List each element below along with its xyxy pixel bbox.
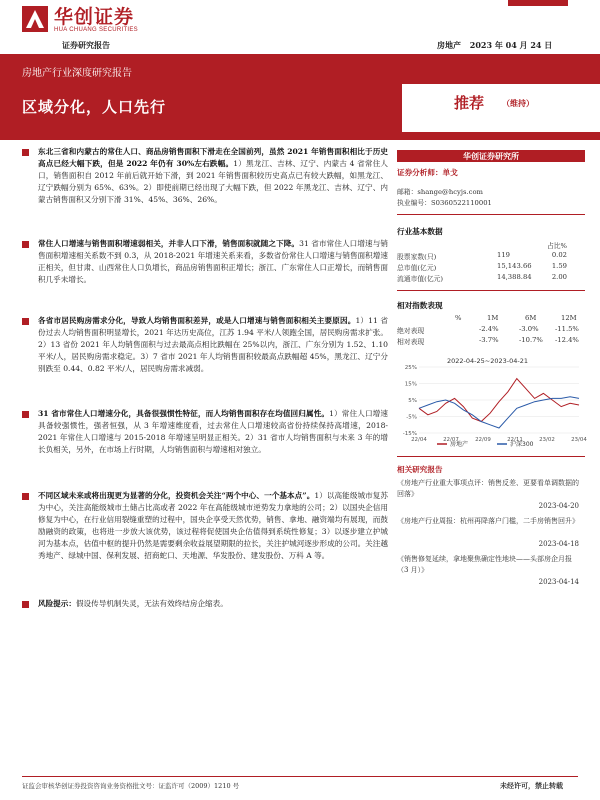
- point-lead: 常住人口增速与销售面积增速弱相关，并非人口下滑，销售面积就随之下降。: [38, 239, 300, 248]
- basic-data-row: 流通市值(亿元) 14,388.84 2.00: [397, 273, 567, 283]
- relative-perf-header: % 1M 6M 12M: [455, 314, 577, 322]
- relative-perf-row: 相对表现 -3.7% -10.7% -12.4%: [397, 336, 579, 346]
- basic-data-title: 行业基本数据: [397, 227, 443, 236]
- top-accent-tab: [508, 0, 568, 6]
- chart-y-tick: -5%: [406, 414, 417, 421]
- bullet-square-icon: [22, 493, 29, 500]
- bullet-square-icon: [22, 318, 29, 325]
- chart-x-tick: 22/04: [411, 437, 427, 443]
- basic-data-row: 股票家数(只) 119 0.02: [397, 251, 567, 261]
- relative-perf-row: 绝对表现 -2.4% -3.0% -11.5%: [397, 325, 579, 335]
- chart-y-tick: 5%: [408, 398, 417, 404]
- basic-data-row: 总市值(亿元) 15,143.66 1.59: [397, 262, 567, 272]
- point-body: 1）以高能级城市复苏为中心，关注高能级城市土储占比高或者 2022 年在高能级城市逆势发力拿地的公司；2）以国央企信用修复为中心，在行业信用裂缝重塑的过程中，国央企享受天然优势，销售、拿地、融资端均有展现，而鼓励融资的政策，也将进一步放大该优势，该过程将促使国央企估值得到系统性修复；3）以逐步建立护城河为基本点，估值中枢的提升仍然是需要剩余收益展望期限的拉长，关注护城河逐步形成的公司。关注越秀地产、绿城中国、保利发展、招商蛇口、天地源、华发股份、建发股份、万科 A 等。: [38, 491, 388, 560]
- bullet-square-icon: [22, 601, 29, 608]
- chart-x-tick: 22/11: [507, 437, 523, 443]
- pct-header: 占比%: [546, 242, 567, 250]
- footer-copyright: 未经许可，禁止转载: [500, 781, 563, 790]
- rating-sub-label: （维持）: [502, 98, 534, 108]
- related-report-link[interactable]: 《销售修复延续，拿地聚焦确定性地块——头部房企月报（3 月）》: [397, 555, 572, 574]
- analyst-cert-number: 执业编号：S0360522110001: [397, 199, 492, 207]
- related-report-date: 2023-04-18: [538, 540, 579, 548]
- institute-bar: 华创证券研究所: [397, 150, 585, 162]
- chart-y-tick: -15%: [402, 431, 417, 437]
- point-body: 1）常住人口增速具备较强惯性，强者恒强，从 3 年增速维度看，过去常住人口增速较高省份持续保持高增速，2018-2021 年常住人口增速与 2015-2018 年增速呈明显正相关。2）31 省市人均销售面积与未来 3 年的增长负相关，另外，在市场上行时期，人均销售面积与增速相对独立。: [38, 409, 388, 454]
- point-body: 31 省市常住人口增速与销售面积增速相关系数不到 0.3，从 2018-2021 年增速关系来看，多数省份常住人口增速与销售面积增速正相关，但甘肃、山西常住人口负增长，商品房销售面积正增长；浙江、广东常住人口正增长，而销售面积几乎未增长。: [38, 239, 389, 284]
- analyst-email[interactable]: 邮箱：shange@hcyjs.com: [397, 188, 483, 196]
- related-report-date: 2023-04-20: [538, 502, 579, 510]
- relative-performance-chart: [397, 355, 585, 450]
- industry-subtitle: 房地产行业深度研究报告: [22, 68, 132, 79]
- chart-y-tick: 15%: [404, 381, 417, 388]
- perf-chart-svg: [397, 355, 585, 450]
- header-date: 2023 年 04 月 24 日: [469, 40, 553, 50]
- related-report-date: 2023-04-14: [538, 578, 579, 586]
- risk-lead: 风险提示：: [38, 599, 76, 608]
- section-divider: [397, 456, 585, 457]
- bullet-square-icon: [22, 411, 29, 418]
- chart-x-tick: 23/02: [539, 437, 555, 443]
- logo-english-name: HUA CHUANG SECURITIES: [54, 27, 138, 33]
- chart-title: 2022-04-25~2023-04-21: [447, 357, 528, 365]
- title-banner: [0, 54, 600, 140]
- footer-license: 证监会审核华创证券投资咨询业务资格批文号：证监许可（2009）1210 号: [22, 782, 240, 790]
- section-divider: [397, 290, 585, 291]
- report-title: 区域分化，人口先行: [22, 98, 167, 116]
- company-logo: [22, 6, 152, 36]
- analyst-name: 证券分析师：单戈: [397, 168, 458, 177]
- point-body: 1）11 省份过去人均销售面积明显增长，2021 年达历史高位，江苏 1.94 平米/人领跑全国，居民购房需求扩张。2）13 省份 2021 年人均销售面积与过去最高点相比跌幅在 25%以内，浙江、广东分别为 1.52、1.10 平米/人，居民购房需求稳定。3）7 省市 2021 年人均销售面积较最高点跌幅超 45%，黑龙江、辽宁分别跌至 0.44、0.82 平米/人，居民购房需求减弱。: [38, 316, 388, 373]
- chart-y-tick: 25%: [404, 365, 417, 371]
- related-reports-title: 相关研究报告: [397, 465, 443, 474]
- related-report-link[interactable]: 《房地产行业周报：杭州再降落户门槛，二手房销售回升》: [397, 517, 579, 525]
- rating-box: [402, 84, 600, 132]
- logo-chinese-name: 华创证券: [54, 6, 135, 28]
- point-lead: 东北三省和内蒙古的常住人口、商品房销售面积下滑走在全国前列，虽然 2021 年销售面积相比于历史高点已经大幅下跌，但是 2022 年仍有 30%左右跌幅。: [38, 147, 388, 168]
- basic-data-header: [397, 240, 585, 251]
- rating-label: 推荐: [454, 94, 485, 112]
- point-lead: 31 省市常住人口增速分化，具备很强惯性特征，而人均销售面积存在均值回归属性。: [38, 409, 330, 418]
- point-lead: 各省市居民购房需求分化，导致人均销售面积差异，或是人口增速与销售面积相关主要原因。: [38, 316, 356, 325]
- bullet-square-icon: [22, 149, 29, 156]
- report-type-label: 证券研究报告: [62, 40, 110, 50]
- risk-body: 假设传导机制失灵，无法有效终结房企缩表。: [75, 599, 228, 608]
- logo-mark-icon: [22, 6, 48, 32]
- relative-perf-title: 相对指数表现: [397, 301, 443, 310]
- bullet-square-icon: [22, 241, 29, 248]
- chart-x-tick: 23/04: [571, 437, 587, 443]
- header-meta: [437, 40, 558, 51]
- legend-label: 沪深300: [510, 441, 534, 448]
- chart-x-tick: 22/07: [443, 437, 459, 443]
- section-divider: [397, 214, 585, 215]
- legend-label: 房地产: [450, 441, 469, 448]
- footer-divider: [22, 776, 578, 777]
- related-report-link[interactable]: 《房地产行业重大事项点评：销售反差、更要看单调数据的回落》: [397, 479, 579, 498]
- header-sector: 房地产: [437, 40, 461, 50]
- chart-x-tick: 22/09: [475, 437, 491, 443]
- point-lead: 不同区域未来或将出现更为显著的分化，投资机会关注“两个中心、一个基本点”。: [38, 491, 315, 500]
- point-body: 1）黑龙江、吉林、辽宁、内蒙古 4 省常住人口，销售面积自 2012 年前后就开始下滑，到 2021 年销售面积较历史高点已有较大跌幅，如黑龙江、辽宁跌幅分别为 65%、63%。2）即使前期已经出现了大幅下跌，但 2022 年黑龙江、吉林、辽宁、内蒙古销售面积又分别下滑 31%、45%、36%、26%。: [38, 159, 388, 204]
